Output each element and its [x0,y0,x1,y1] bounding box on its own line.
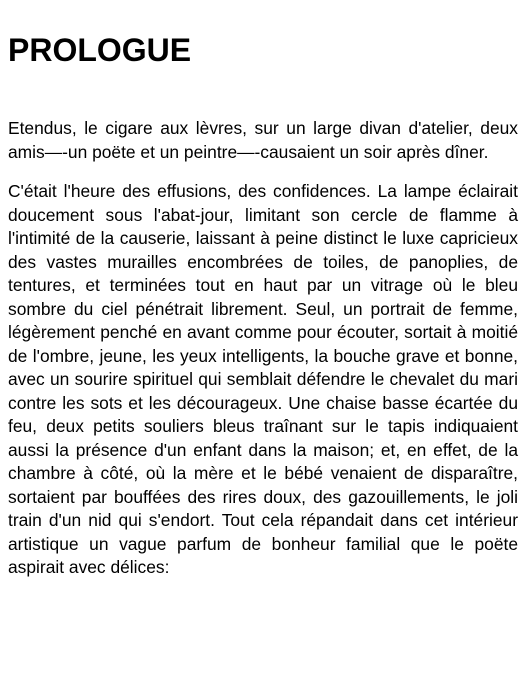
paragraph-2: C'était l'heure des effusions, des confidences. La lampe éclairait doucement sous l'abat-jour, limitant son cercle de flamme à l'intimité de la causerie, laissant à peine distinct le luxe capricieux des vastes murailles encombrées de toiles, de panoplies, de tentures, et terminées tout en haut par un vitrage où le bleu sombre du ciel pénétrait librement. Seul, un portrait de femme, légèrement penché en avant comme pour écouter, sortait à moitié de l'ombre, jeune, les yeux intelligents, la bouche grave et bonne, avec un sourire spirituel qui semblait défendre le chevalet du mari contre les sots et les décourageux. Une chaise basse écartée du feu, deux petits souliers bleus traînant sur le tapis indiquaient aussi la présence d'un enfant dans la maison; et, en effet, de la chambre à côté, où la mère et le bébé venaient de disparaître, sortaient par bouffées des rires doux, des gazouillements, le joli train d'un nid qui s'endort. Tout cela répandait dans cet intérieur artistique un vague parfum de bonheur familial que le poëte aspirait avec délices: [8,181,518,577]
paragraph-1: Etendus, le cigare aux lèvres, sur un large divan d'atelier, deux amis—-un poëte et un peintre—-causaient un soir après dîner. [8,118,518,162]
document-page [8,0,518,580]
chapter-heading: PROLOGUE [8,32,192,68]
